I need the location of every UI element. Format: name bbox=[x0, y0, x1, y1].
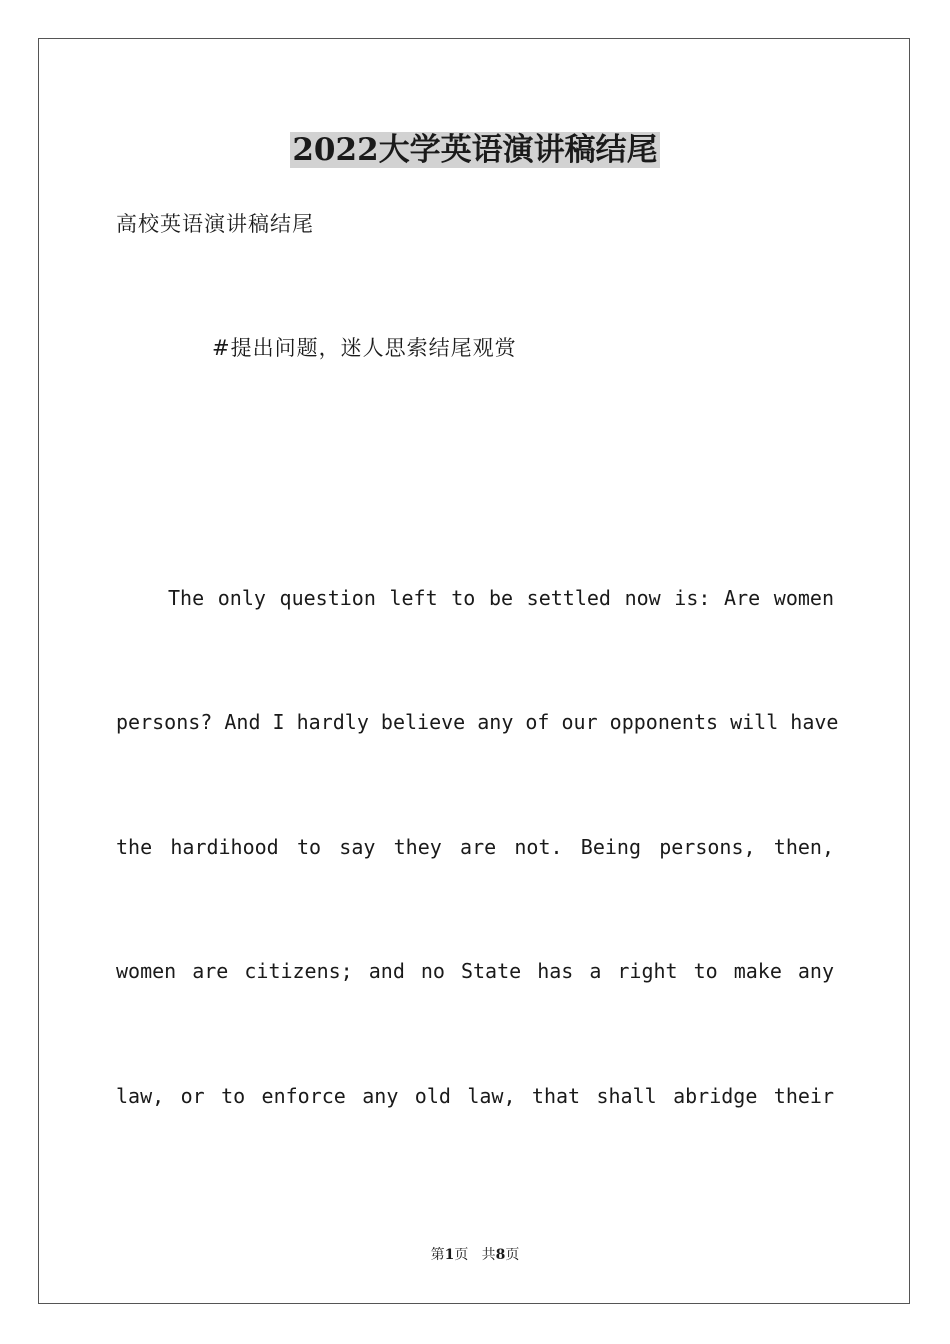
footer-total-pages: 8 bbox=[495, 1247, 506, 1263]
document-title-text: 2022大学英语演讲稿结尾 bbox=[292, 132, 658, 168]
body-line-1: The only question left to be settled now is: Are women bbox=[168, 586, 834, 610]
footer-page-prefix: 第 bbox=[430, 1247, 445, 1263]
body-line-4: women are citizens; and no State has a right to make any bbox=[116, 959, 834, 983]
footer-total-label: 页 bbox=[505, 1247, 520, 1263]
footer-page-label: 页 bbox=[454, 1247, 469, 1263]
section-note: #提出问题，迷人思索结尾观赏 bbox=[212, 336, 517, 360]
footer-total-prefix: 共 bbox=[481, 1247, 496, 1263]
document-title bbox=[0, 124, 950, 176]
footer-page-number: 1 bbox=[444, 1247, 455, 1263]
document-subtitle: 高校英语演讲稿结尾 bbox=[116, 212, 314, 236]
page-footer bbox=[0, 1245, 950, 1265]
body-line-5: law, or to enforce any old law, that shall abridge their bbox=[116, 1084, 834, 1108]
body-line-3: the hardihood to say they are not. Being persons, then, bbox=[116, 835, 834, 859]
body-line-2: persons? And I hardly believe any of our opponents will have bbox=[116, 710, 839, 734]
